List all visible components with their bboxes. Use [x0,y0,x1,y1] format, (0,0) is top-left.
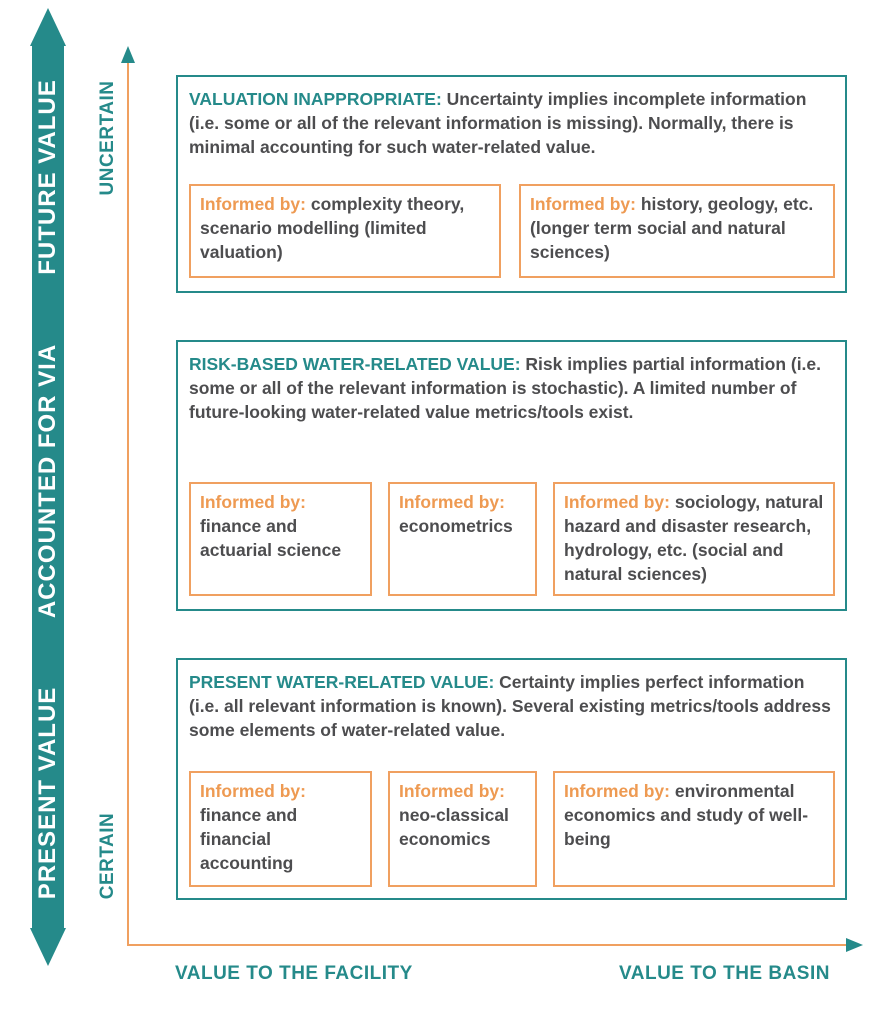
informed-by-box [553,771,835,887]
panel-description [189,352,833,424]
panel-heading: PRESENT WATER-RELATED VALUE: [189,672,495,692]
y-axis-uncertain-label: UNCERTAIN [97,80,118,196]
informed-by-box [388,482,537,596]
informed-by-box [553,482,835,596]
informed-by-box [189,184,501,278]
panel-body: Risk implies partial information (i.e. some or all of the relevant information is stochastic). A limited number of future-looking water-related value metrics/tools exist. [189,354,822,422]
informed-by-label: Informed by: [200,781,306,801]
present-value-label: PRESENT VALUE [34,686,61,900]
panel-valuation-inappropriate [176,75,847,293]
informed-by-box [519,184,835,278]
informed-by-text: sociology, natural hazard and disaster research, hydrology, etc. (social and natural sciences) [564,492,824,584]
informed-by-text: finance and financial accounting [200,805,298,873]
panel-description [189,670,833,742]
future-value-label: FUTURE VALUE [34,79,61,275]
panel-present-value [176,658,847,900]
informed-by-box [388,771,537,887]
informed-by-label: Informed by: [564,781,670,801]
informed-by-text: environmental economics and study of well-being [564,781,809,849]
x-axis-facility-label: VALUE TO THE FACILITY [175,963,413,984]
informed-by-text: finance and actuarial science [200,516,342,560]
informed-by-label: Informed by: [200,194,306,214]
accounted-for-via-label: ACCOUNTED FOR VIA [34,343,61,619]
panel-heading: RISK-BASED WATER-RELATED VALUE: [189,354,521,374]
informed-by-text: econometrics [399,516,513,536]
x-axis-arrowhead [846,938,863,952]
value-bar-down-arrowhead [30,928,66,966]
informed-by-label: Informed by: [564,492,670,512]
value-bar-up-arrowhead [30,8,66,46]
x-axis-basin-label: VALUE TO THE BASIN [619,963,830,984]
informed-by-label: Informed by: [399,492,505,512]
informed-by-text: history, geology, etc. (longer term social and natural sciences) [530,194,814,262]
informed-by-text: neo-classical economics [399,805,509,849]
informed-by-text: complexity theory, scenario modelling (limited valuation) [200,194,465,262]
informed-by-box [189,771,372,887]
y-axis-certain-label: CERTAIN [97,812,118,900]
informed-by-label: Informed by: [530,194,636,214]
informed-by-box [189,482,372,596]
informed-by-label: Informed by: [399,781,505,801]
panel-body: Uncertainty implies incomplete information (i.e. some or all of the relevant information is missing). Normally, there is minimal accounting for such water-related value. [189,89,807,157]
informed-by-label: Informed by: [200,492,306,512]
panel-heading: VALUATION INAPPROPRIATE: [189,89,442,109]
y-axis-arrowhead [121,46,135,63]
panel-risk-based-value [176,340,847,611]
panel-description [189,87,833,159]
panel-body: Certainty implies perfect information (i.e. all relevant information is known). Several existing metrics/tools address some elements of water-related value. [189,672,831,740]
